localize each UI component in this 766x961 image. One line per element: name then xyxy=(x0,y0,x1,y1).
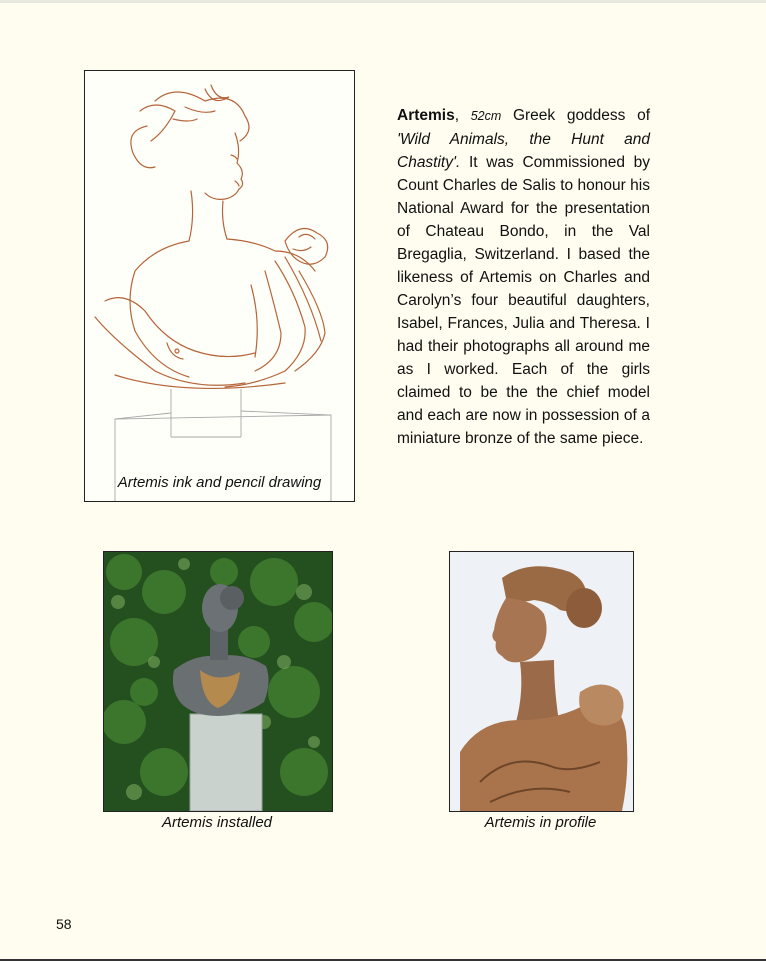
artemis-description xyxy=(397,104,650,450)
sculpture-size: 52cm xyxy=(470,109,502,123)
installed-caption: Artemis installed xyxy=(161,814,273,831)
profile-caption: Artemis in profile xyxy=(484,814,597,831)
artemis-sketch-illustration xyxy=(85,71,354,501)
sculpture-title: Artemis xyxy=(397,107,455,124)
description-quote: 'Wild Animals, the Hunt and Chastity'. xyxy=(397,131,650,171)
artemis-profile-photo xyxy=(449,551,634,812)
artemis-drawing-figure xyxy=(84,70,355,502)
garden-bust-image xyxy=(104,552,332,811)
drawing-caption: Artemis ink and pencil drawing xyxy=(117,474,322,491)
bronze-profile-image xyxy=(450,552,633,811)
page-number: 58 xyxy=(56,916,72,932)
description-body: It was Commissioned by Count Charles de Salis to honour his National Award for the presentation of Chateau Bondo, in the Val Bregaglia, Switzerland. I based the likeness of Artemis on Charles and Carolyn’s four beautiful daughters, Isabel, Frances, Julia and Theresa. I had their photographs all around me as I worked. Each of the girls claimed to be the the chief model and each are now in possession of a miniature bronze of the same piece. xyxy=(397,154,650,447)
title-comma: , xyxy=(454,107,460,124)
description-lead: Greek goddess of xyxy=(512,107,651,124)
artemis-installed-photo xyxy=(103,551,333,812)
page-top-edge xyxy=(0,0,766,3)
